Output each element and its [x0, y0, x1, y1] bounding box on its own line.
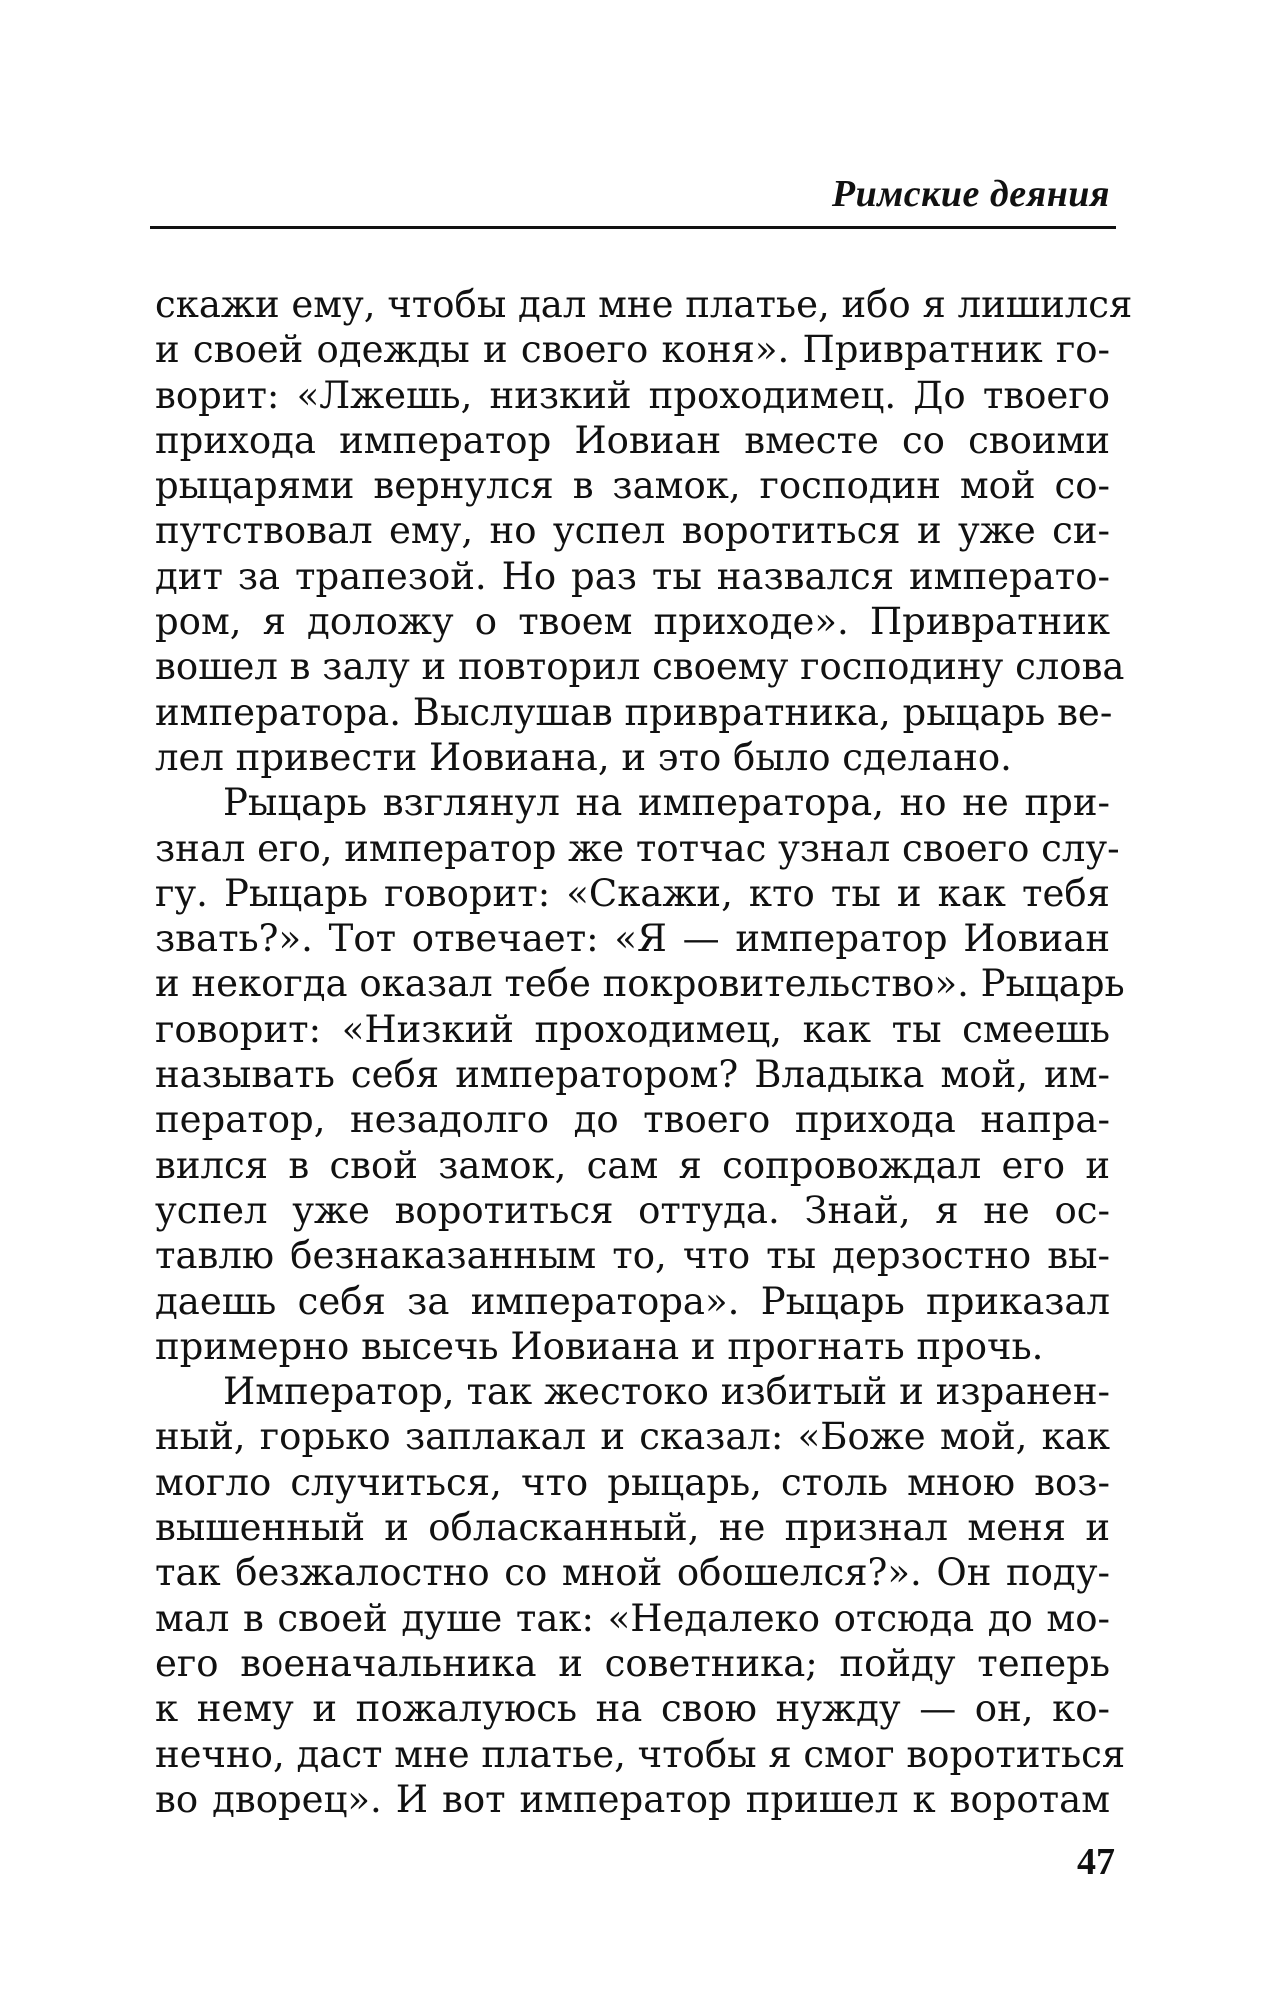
text-line: говорит: «Низкий проходимец, как ты смеешь: [155, 1007, 1110, 1051]
text-line: прихода император Иовиан вместе со своими: [155, 418, 1110, 462]
text-line: называть себя императором? Владыка мой, им-: [155, 1053, 1110, 1097]
body-text: [155, 282, 1133, 1822]
text-line: ворит: «Лжешь, низкий проходимец. До твоего: [155, 373, 1110, 417]
text-line: к нему и пожалуюсь на свою нужду — он, ко-: [155, 1687, 1110, 1731]
text-line: могло случиться, что рыцарь, столь мною воз-: [155, 1460, 1110, 1504]
text-line: даешь себя за императора». Рыцарь приказал: [155, 1279, 1110, 1323]
text-line: звать?». Тот отвечает: «Я — император Иовиан: [155, 917, 1110, 961]
running-head: Римские деяния: [831, 173, 1110, 215]
page-number: 47: [1077, 1841, 1115, 1883]
text-line: гу. Рыцарь говорит: «Скажи, кто ты и как тебя: [155, 871, 1110, 915]
text-line: во дворец». И вот император пришел к воротам: [155, 1777, 1110, 1821]
text-line: тавлю безнаказанным то, что ты дерзостно вы-: [155, 1234, 1110, 1278]
text-line: примерно высечь Иовиана и прогнать прочь.: [155, 1324, 1044, 1368]
text-line: Император, так жестоко избитый и изранен-: [223, 1370, 1110, 1414]
text-line: мал в своей душе так: «Недалеко отсюда до мо-: [155, 1596, 1110, 1640]
text-line: скажи ему, чтобы дал мне платье, ибо я лишился: [155, 283, 1133, 326]
text-line: и своей одежды и своего коня». Привратник го-: [155, 328, 1110, 372]
text-line: ром, я доложу о твоем приходе». Привратник: [155, 600, 1110, 644]
header-rule: [150, 226, 1116, 229]
text-line: успел уже воротиться оттуда. Знай, я не ос-: [155, 1188, 1110, 1232]
text-line: его военачальника и советника; пойду теперь: [155, 1641, 1110, 1685]
text-line: ператор, незадолго до твоего прихода напра-: [155, 1098, 1110, 1142]
text-line: дит за трапезой. Но раз ты назвался императо-: [155, 554, 1110, 598]
text-line: так безжалостно со мной обошелся?». Он поду-: [155, 1551, 1110, 1595]
text-line: нечно, даст мне платье, чтобы я смог воротиться: [155, 1732, 1126, 1776]
text-line: императора. Выслушав привратника, рыцарь ве-: [155, 690, 1113, 734]
text-line: путствовал ему, но успел воротиться и уже си-: [155, 509, 1110, 553]
text-line: рыцарями вернулся в замок, господин мой со-: [155, 464, 1110, 508]
text-line: Рыцарь взглянул на императора, но не при-: [223, 781, 1110, 825]
text-line: вился в свой замок, сам я сопровождал его и: [155, 1143, 1110, 1187]
text-line: ный, горько заплакал и сказал: «Боже мой, как: [155, 1415, 1110, 1459]
text-line: лел привести Иовиана, и это было сделано.: [155, 735, 1012, 779]
text-line: и некогда оказал тебе покровительство». Рыцарь: [155, 962, 1125, 1006]
text-line: вышенный и обласканный, не признал меня и: [155, 1506, 1110, 1550]
text-line: вошел в залу и повторил своему господину слова: [155, 645, 1125, 689]
text-line: знал его, император же тотчас узнал своего слу-: [155, 826, 1120, 870]
